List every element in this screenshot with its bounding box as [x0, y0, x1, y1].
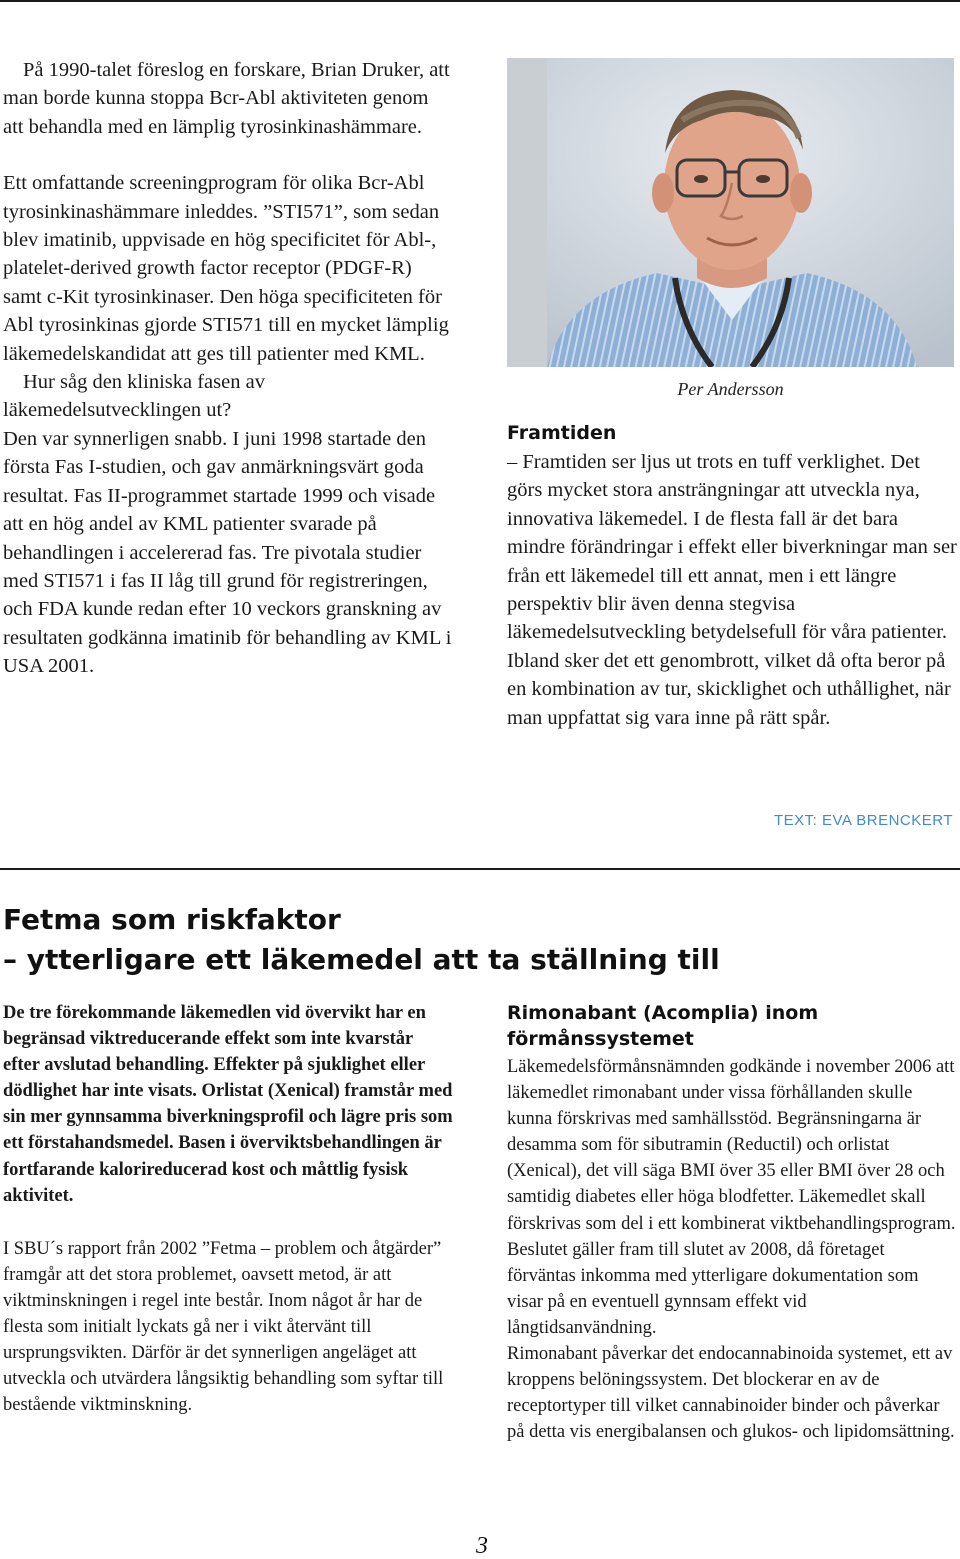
future-paragraph: – Framtiden ser ljus ut trots en tuff verklighet. Det görs mycket stora ansträngningar att utveckla nya, innovativa läkemedel. I de flesta fall är det bara mindre förändringar i effekt eller biverkningar man ser från ett läkemedel till ett annat, men i ett längre perspektiv blir även denna stegvisa läkemedelsutveckling betydelsefull för våra patienter. Ibland sker det ett genombrott, vilket då ofta beror på en kombination av tur, skicklighet och uthållighet, när man uppfattat sig vara inne på rätt spår.	[507, 451, 957, 729]
rimonabant-heading: Rimonabant (Acomplia) inom förmånssystemet	[507, 1002, 819, 1050]
rimonabant-paragraph-2: Rimonabant påverkar det endocannabinoida systemet, ett av kroppens belöningssystem. Det blockerar en av de receptortyper till vilket cannabinoider binder och påverkar på detta vis energibalansen och glukos- och lipidomsättning.	[507, 1344, 955, 1443]
future-column	[507, 448, 957, 732]
future-heading: Framtiden	[507, 422, 617, 444]
article-left-column	[3, 1000, 453, 1418]
intro-paragraph-2: Ett omfattande screeningprogram för olika Bcr-Abl tyrosinkinashämmare inleddes. ”STI571”, som sedan blev imatinib, uppvisade en hög specificitet för Abl-, platelet-derived growth factor receptor (PDGF-R) samt c-Kit tyrosinkinaser. Den höga specificiteten för Abl tyrosinkinas gjorde STI571 till en mycket lämplig läkemedelskandidat att ges till patienter med KML.	[3, 172, 449, 365]
section-rule	[0, 868, 960, 870]
article-subtitle: – ytterligare ett läkemedel att ta ställning till	[3, 943, 720, 976]
article-lead: De tre förekommande läkemedlen vid övervikt har en begränsad viktreducerande effekt som inte kvarstår efter avslutad behandling. Effekter på sjuklighet eller dödlighet har inte visats. Orlistat (Xenical) framstår med sin mer gynnsamma biverkningsprofil och lägre pris som ett förstahandsmedel. Basen i överviktsbehandlingen är fortfarande kalorireducerad kost och måttlig fysisk aktivitet.	[3, 1003, 453, 1206]
article-headline	[3, 900, 953, 980]
interview-question: Hur såg den kliniska fasen av läkemedelsutvecklingen ut?	[3, 371, 265, 422]
photo-caption: Per Andersson	[677, 379, 784, 399]
article-body: I SBU´s rapport från 2002 ”Fetma – problem och åtgärder” framgår att det stora problemet, oavsett metod, är att viktminskningen i regel inte består. Inom något år har de flesta som initialt lyckats gå ner i vikt återvänt till ursprungsvikten. Därför är det synnerligen angeläget att utveckla och utvärdera långsiktig behandling som syftar till bestående viktminskning.	[3, 1238, 444, 1416]
rimonabant-paragraph-1: Läkemedelsförmånsnämnden godkände i november 2006 att läkemedlet rimonabant under vissa förhållanden skulle kunna förskrivas med samhällsstöd. Begränsningarna är desamma som för sibutramin (Reductil) och orlistat (Xenical), det vill säga BMI över 35 eller BMI över 28 och samtidig diabetes eller höga blodfetter. Läkemedlet skall förskrivas som del i ett kombinerat viktbehandlingsprogram. Beslutet gäller fram till slutet av 2008, då företaget förväntas inkomma med ytterligare dokumentation som visar på en eventuell gynnsam effekt vid långtidsanvändning.	[507, 1057, 956, 1338]
intro-paragraph-3: Den var synnerligen snabb. I juni 1998 startade den första Fas I-studien, och gav anmärkningsvärt goda resultat. Fas II-programmet startade 1999 och visade att en hög andel av KML patienter svarade på behandlingen i accelererad fas. Tre pivotala studier med STI571 i fas II låg till grund för registreringen, och FDA kunde redan efter 10 veckors granskning av resultaten godkänna imatinib för behandling av KML i USA 2001.	[3, 427, 452, 678]
page-number: 3	[476, 1533, 488, 1559]
intro-paragraph-1: På 1990-talet föreslog en forskare, Brian Druker, att man borde kunna stoppa Bcr-Abl aktiviteten genom att behandla med en lämplig tyrosinkinashämmare.	[3, 59, 450, 138]
article-title: Fetma som riskfaktor	[3, 903, 341, 936]
top-rule	[0, 0, 960, 2]
portrait-photo	[507, 58, 954, 367]
author-credit: TEXT: EVA BRENCKERT	[774, 812, 953, 829]
intro-column	[3, 56, 453, 681]
article-right-column	[507, 1054, 957, 1445]
